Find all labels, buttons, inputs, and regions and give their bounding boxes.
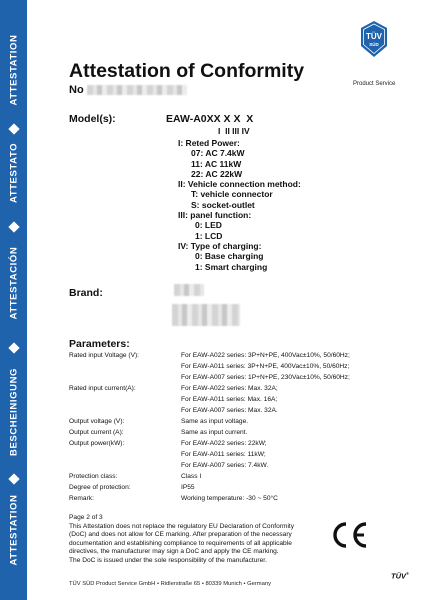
diamond-icon [8,221,19,232]
logo-caption: Product Service [353,81,396,87]
parameter-value: For EAW-A011 series: 11kW; [181,451,266,458]
company-address: TÜV SÜD Product Service GmbH • Ridlerstraße 65 • 80339 Munich • Germany [69,581,271,587]
document-title: Attestation of Conformity [69,60,305,82]
page-number: Page 2 of 3 [69,514,103,521]
spec-line: I: Reted Power: [178,138,240,148]
parameter-name: Degree of protection: [69,484,131,491]
tuv-trademark: TÜV® [391,571,409,581]
notice-line: directives, the manufacturer may sign a DoC and apply the CE marking. [69,548,279,555]
parameter-value: For EAW-A022 series: Max. 32A; [181,385,278,392]
parameter-value: For EAW-A011 series: 3P+N+PE, 400Vac±10%, 50/60Hz; [181,363,350,370]
spec-line: 07: AC 7.4kW [191,148,245,159]
spec-line: 1: LCD [195,230,223,241]
redacted-brand-logo [174,284,204,296]
redacted-brand-name [172,304,240,326]
notice-line: documentation and establishing compliance to requirements of all applicable [69,539,292,547]
spec-line: 0: LED [195,220,222,231]
parameter-name: Rated input Voltage (V): [69,352,140,359]
spec-line: 1: Smart charging [195,261,268,272]
parameter-value: Same as input current. [181,429,248,436]
spec-line: IV: Type of charging: [178,240,262,251]
spec-line: II: Vehicle connection method: [178,179,301,190]
notice-line: This Attestation does not replace the regulatory EU Declaration of Conformity [69,522,295,530]
parameter-value: Same as input voltage. [181,418,249,425]
parameters-heading: Parameters: [69,338,130,350]
parameter-value: For EAW-A011 series: Max. 16A; [181,396,278,403]
parameter-value: Class I [181,473,202,480]
svg-text:TÜV: TÜV [366,32,382,41]
side-band: ATTESTATION ATTESTATO ATTESTACIÓN BESCHEINIGUNG ATTESTATION [0,0,27,600]
diamond-icon [8,123,19,134]
tuv-seal-icon [359,20,389,58]
diamond-icon [8,342,19,353]
notice-line: (DoC) and does not allow for CE marking. After preparation of the necessary [69,531,292,538]
parameter-value: For EAW-A007 series: 7.4kW. [181,462,269,469]
parameter-name: Output power(kW): [69,440,125,447]
parameter-value: IP55 [181,484,195,491]
certificate-number-label: No [69,84,84,96]
model-code: EAW-A0XX X X X [166,113,254,125]
parameter-name: Protection class: [69,473,118,480]
parameter-value: For EAW-A022 series: 3P+N+PE, 400Vac±10%, 50/60Hz; [181,352,350,359]
model-code-indices: I II III IV [218,126,250,136]
parameter-name: Output current (A): [69,429,124,436]
notice-line: The DoC is issued under the sole responsibility of the manufacturer. [69,556,267,564]
spec-line: 0: Base charging [195,251,264,262]
model-spec-list [178,138,301,272]
brand-label: Brand: [69,287,103,299]
models-label: Model(s): [69,113,116,125]
diamond-icon [8,473,19,484]
ce-mark-icon [330,520,372,550]
spec-line: III: panel function: [178,210,252,221]
parameter-name: Rated input current(A): [69,385,136,392]
spec-line: S: socket-outlet [191,199,255,210]
parameter-value: For EAW-A007 series: 1P+N+PE, 230Vac±10%, 50/60Hz; [181,374,350,381]
parameter-name: Output voltage (V): [69,418,125,425]
parameter-name: Remark: [69,495,94,502]
parameter-value: For EAW-A022 series: 22kW; [181,440,267,447]
svg-text:SÜD: SÜD [369,42,379,47]
redacted-certificate-number [87,85,187,95]
parameter-value: For EAW-A007 series: Max. 32A. [181,407,278,414]
parameter-value: Working temperature: -30 ~ 50°C [181,495,278,502]
spec-line: 11: AC 11kW [191,158,242,169]
spec-line: 22: AC 22kW [191,168,243,179]
footer-notice [69,514,319,565]
spec-line: T: vehicle connector [191,189,273,200]
